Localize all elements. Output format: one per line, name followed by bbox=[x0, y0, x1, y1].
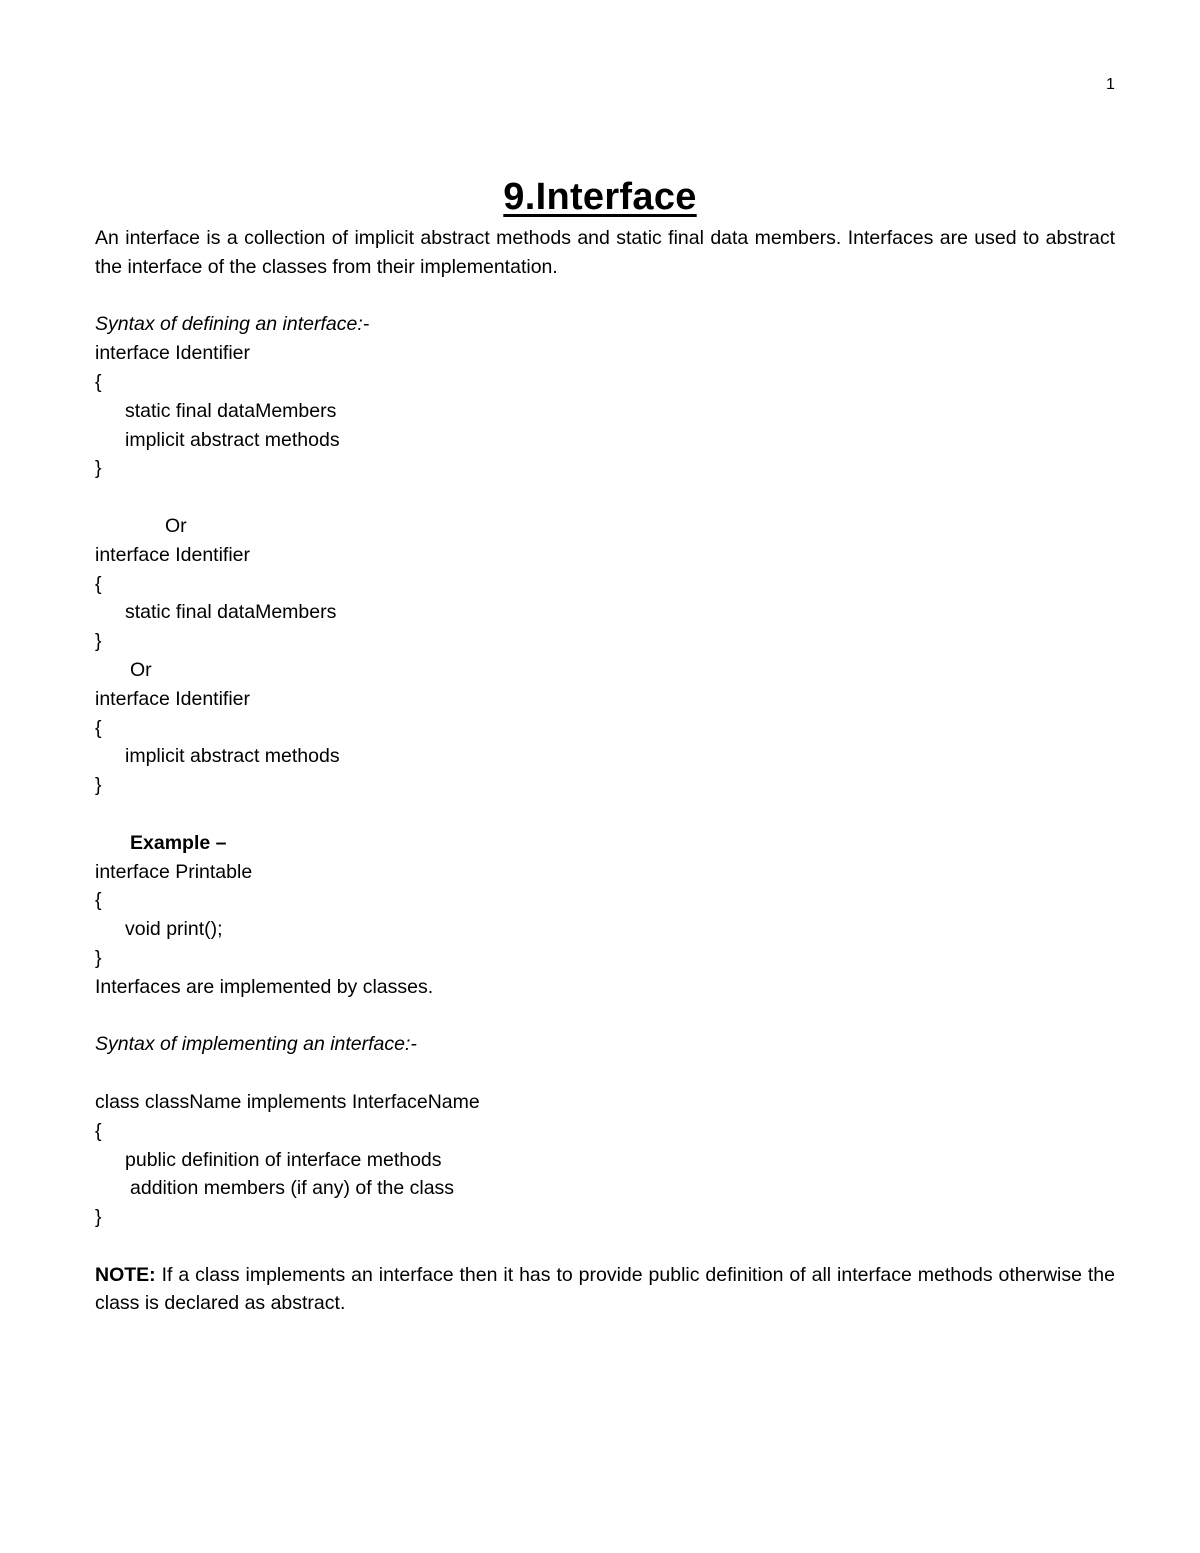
implement-line2: addition members (if any) of the class bbox=[130, 1177, 455, 1200]
form3-declaration: interface Identifier bbox=[95, 687, 251, 710]
form2-open-brace: { bbox=[95, 572, 102, 595]
intro-paragraph: An interface is a collection of implicit abstract methods and static final data members. Interfaces are used to abstract the interface of the classes from their implementation. bbox=[95, 227, 1115, 278]
or-separator-2: Or bbox=[130, 658, 152, 681]
implement-close-brace: } bbox=[95, 1206, 102, 1229]
note-text: If a class implements an interface then it has to provide public definition of all interface methods otherwise the class is declared as abstract. bbox=[95, 1263, 1115, 1315]
note-label: NOTE: bbox=[95, 1263, 156, 1286]
note-paragraph bbox=[95, 1261, 1115, 1319]
form1-line2: implicit abstract methods bbox=[125, 428, 340, 451]
document-body bbox=[95, 224, 1115, 1318]
implement-line1: public definition of interface methods bbox=[125, 1148, 442, 1171]
form1-line1: static final dataMembers bbox=[125, 399, 337, 422]
form2-close-brace: } bbox=[95, 630, 102, 653]
form1-open-brace: { bbox=[95, 370, 102, 393]
example-label: Example – bbox=[130, 831, 227, 854]
form2-line1: static final dataMembers bbox=[125, 601, 337, 624]
or-separator-1: Or bbox=[165, 514, 187, 537]
page-number: 1 bbox=[1106, 76, 1115, 93]
example-declaration: interface Printable bbox=[95, 860, 253, 883]
page-title: 9.Interface bbox=[503, 176, 697, 218]
form3-line1: implicit abstract methods bbox=[125, 745, 340, 768]
example-line1: void print(); bbox=[125, 918, 223, 941]
implemented-text: Interfaces are implemented by classes. bbox=[95, 975, 434, 998]
form1-close-brace: } bbox=[95, 457, 102, 480]
form1-declaration: interface Identifier bbox=[95, 342, 251, 365]
syntax-define-heading: Syntax of defining an interface:- bbox=[95, 313, 370, 336]
implement-declaration: class className implements InterfaceName bbox=[95, 1090, 480, 1113]
syntax-implement-heading: Syntax of implementing an interface:- bbox=[95, 1033, 417, 1056]
form2-declaration: interface Identifier bbox=[95, 543, 251, 566]
example-close-brace: } bbox=[95, 946, 102, 969]
example-open-brace: { bbox=[95, 889, 102, 912]
implement-open-brace: { bbox=[95, 1119, 102, 1142]
form3-open-brace: { bbox=[95, 716, 102, 739]
form3-close-brace: } bbox=[95, 774, 102, 797]
